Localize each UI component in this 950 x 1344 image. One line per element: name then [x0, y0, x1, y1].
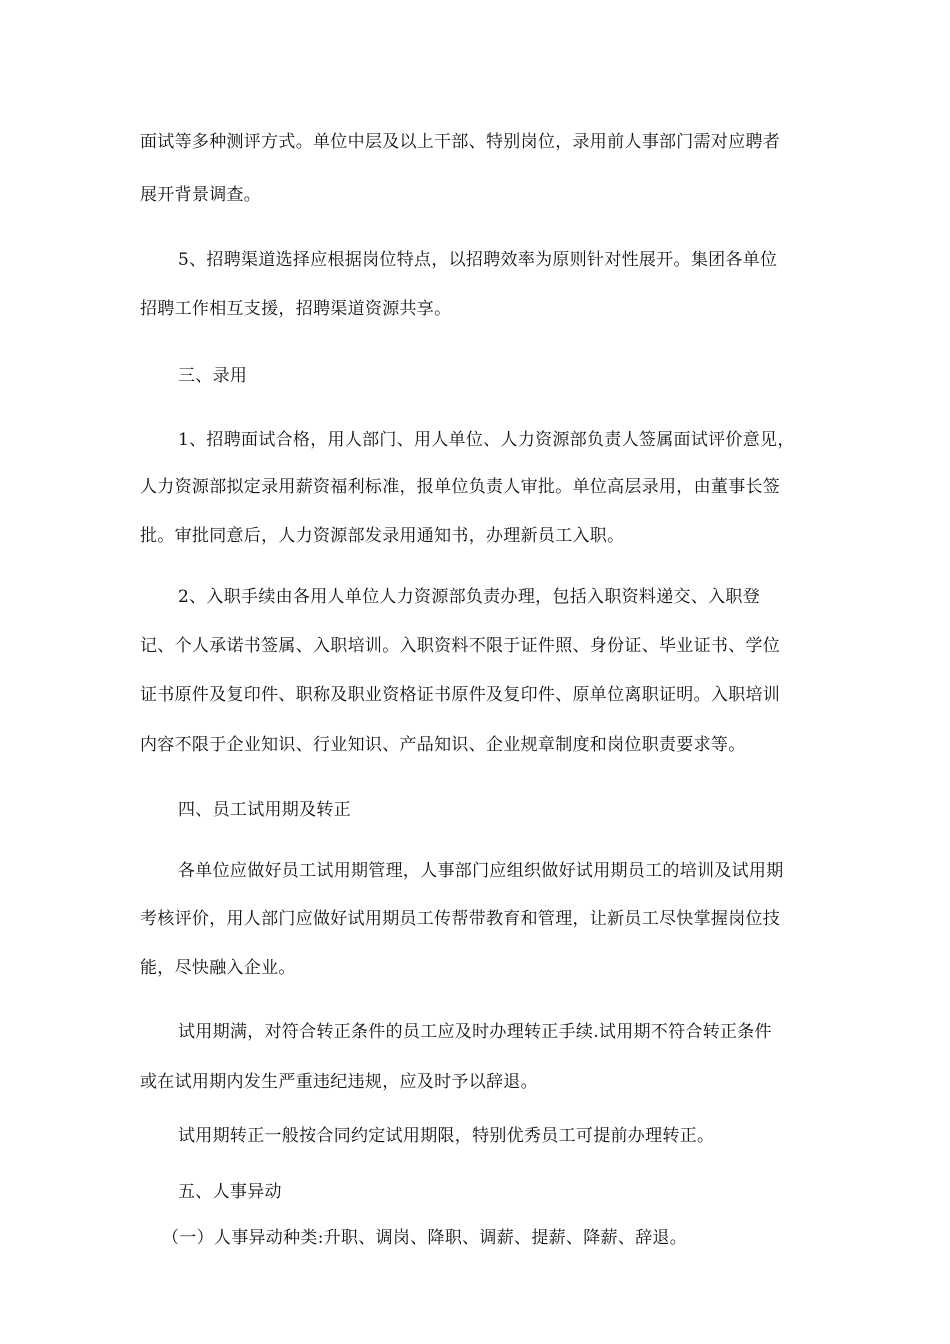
paragraph-line: 试用期满，对符合转正条件的员工应及时办理转正手续.试用期不符合转正条件	[178, 1022, 772, 1042]
paragraph-line: 或在试用期内发生严重违纪违规，应及时予以辞退。	[140, 1072, 538, 1092]
paragraph-line: 试用期转正一般按合同约定试用期限，特别优秀员工可提前办理转正。	[178, 1126, 715, 1146]
paragraph-line: 5、招聘渠道选择应根据岗位特点，以招聘效率为原则针对性展开。集团各单位	[178, 250, 778, 270]
paragraph-line: 招聘工作相互支援，招聘渠道资源共享。	[140, 299, 452, 319]
paragraph-line: 展开背景调查。	[140, 185, 262, 205]
paragraph-line: 记、个人承诺书签属、入职培训。入职资料不限于证件照、身份证、毕业证书、学位	[140, 636, 781, 656]
section-heading: 四、员工试用期及转正	[178, 800, 351, 820]
paragraph-line: 2、入职手续由各用人单位人力资源部负责办理，包括入职资料递交、入职登	[178, 587, 761, 607]
paragraph-line: 1、招聘面试合格，用人部门、用人单位、人力资源部负责人签属面试评价意见，	[178, 430, 795, 450]
paragraph-line: （一）人事异动种类:升职、调岗、降职、调薪、提薪、降薪、辞退。	[162, 1228, 688, 1248]
paragraph-line: 人力资源部拟定录用薪资福利标准，报单位负责人审批。单位高层录用，由董事长签	[140, 477, 781, 497]
paragraph-line: 批。审批同意后，人力资源部发录用通知书，办理新员工入职。	[140, 526, 625, 546]
paragraph-line: 证书原件及复印件、职称及职业资格证书原件及复印件、原单位离职证明。入职培训	[140, 685, 781, 705]
paragraph-line: 各单位应做好员工试用期管理，人事部门应组织做好试用期员工的培训及试用期	[178, 861, 784, 881]
paragraph-line: 能，尽快融入企业。	[140, 958, 296, 978]
section-heading: 五、人事异动	[178, 1182, 282, 1202]
paragraph-line: 面试等多种测评方式。单位中层及以上干部、特别岗位，录用前人事部门需对应聘者	[140, 132, 781, 152]
paragraph-line: 内容不限于企业知识、行业知识、产品知识、企业规章制度和岗位职责要求等。	[140, 735, 746, 755]
paragraph-line: 考核评价，用人部门应做好试用期员工传帮带教育和管理，让新员工尽快掌握岗位技	[140, 909, 781, 929]
section-heading: 三、录用	[178, 366, 248, 386]
